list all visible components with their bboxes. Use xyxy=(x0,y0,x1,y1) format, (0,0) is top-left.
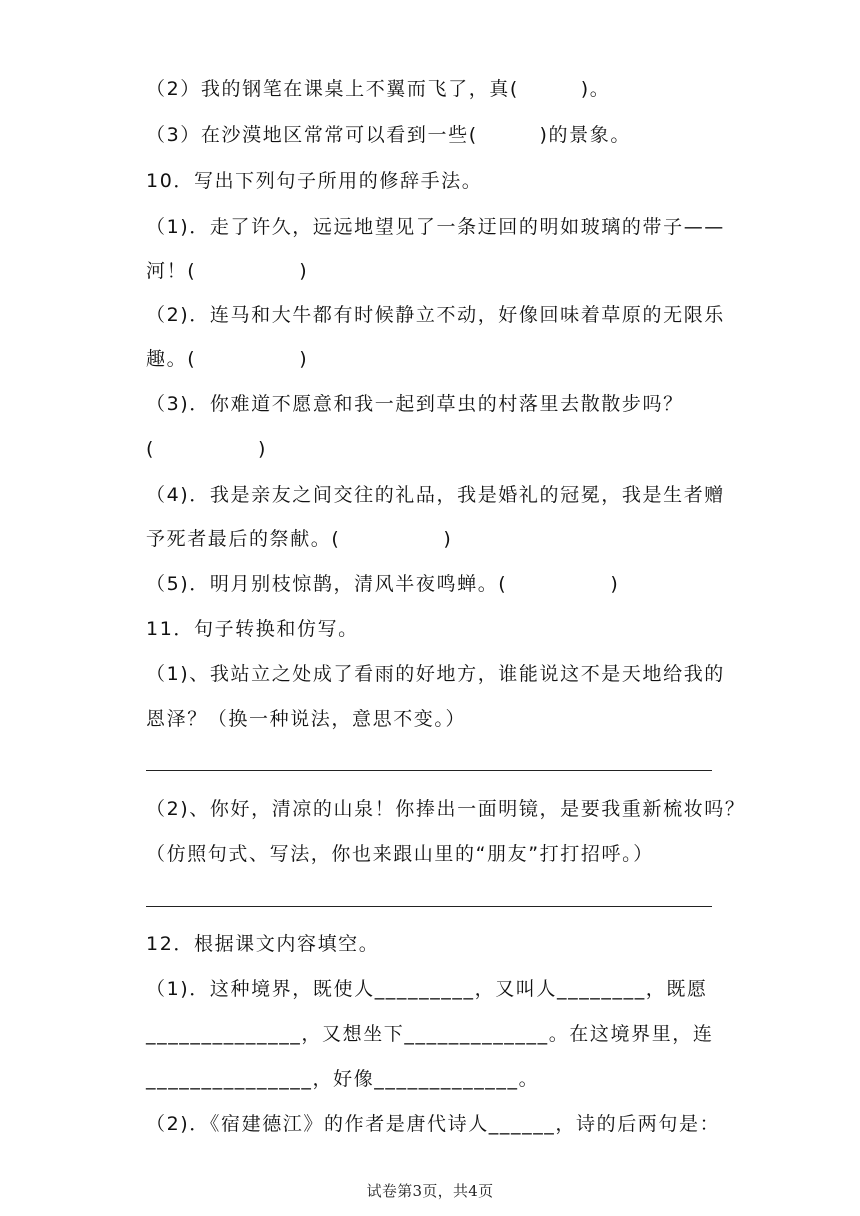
question-10-3-line1: （3)．你难道不愿意和我一起到草虫的村落里去散散步吗？ xyxy=(146,393,684,415)
question-11-heading: 11．句子转换和仿写。 xyxy=(146,618,359,640)
question-10-2-line2: 趣。( ) xyxy=(146,348,309,370)
question-12-heading: 12．根据课文内容填空。 xyxy=(146,933,380,955)
question-11-1-line1: （1)、我站立之处成了看雨的好地方，谁能说这不是天地给我的 xyxy=(146,663,725,685)
question-10-heading: 10．写出下列句子所用的修辞手法。 xyxy=(146,170,483,192)
question-12-1-line1: （1)．这种境界，既使人_________，又叫人________，既愿 xyxy=(146,978,708,1000)
question-10-5: （5)．明月别枝惊鹊，清风半夜鸣蝉。( ) xyxy=(146,573,620,595)
question-10-1-line1: （1)．走了许久，远远地望见了一条迂回的明如玻璃的带子—— xyxy=(146,216,725,238)
question-10-1-line2: 河！( ) xyxy=(146,260,309,282)
answer-line-11-1 xyxy=(146,770,712,771)
question-10-3-line2: ( ) xyxy=(146,438,268,460)
question-10-4-line2: 予死者最后的祭献。( ) xyxy=(146,528,453,550)
question-10-2-line1: （2)．连马和大牛都有时候静立不动，好像回味着草原的无限乐 xyxy=(146,304,725,326)
question-10-4-line1: （4)．我是亲友之间交往的礼品，我是婚礼的冠冕，我是生者赠 xyxy=(146,484,725,506)
question-12-1-line3: _______________，好像_____________。 xyxy=(146,1068,540,1090)
question-11-1-line2: 恩泽？（换一种说法，意思不变。） xyxy=(146,708,467,730)
question-11-2-line1: （2)、你好，清凉的山泉！你捧出一面明镜，是要我重新梳妆吗？ xyxy=(146,798,746,820)
question-11-2-line2: （仿照句式、写法，你也来跟山里的“朋友”打打招呼。） xyxy=(146,843,654,865)
answer-line-11-2 xyxy=(146,906,712,907)
question-12-2: （2)．《宿建德江》的作者是唐代诗人______，诗的后两句是： xyxy=(146,1113,721,1135)
page-footer: 试卷第3页，共4页 xyxy=(366,1182,494,1200)
question-12-1-line2: ______________，又想坐下_____________。在这境界里，连 xyxy=(146,1023,714,1045)
question-9-2: （2）我的钢笔在课桌上不翼而飞了，真( )。 xyxy=(146,78,611,100)
question-9-3: （3）在沙漠地区常常可以看到一些( )的景象。 xyxy=(146,124,631,146)
